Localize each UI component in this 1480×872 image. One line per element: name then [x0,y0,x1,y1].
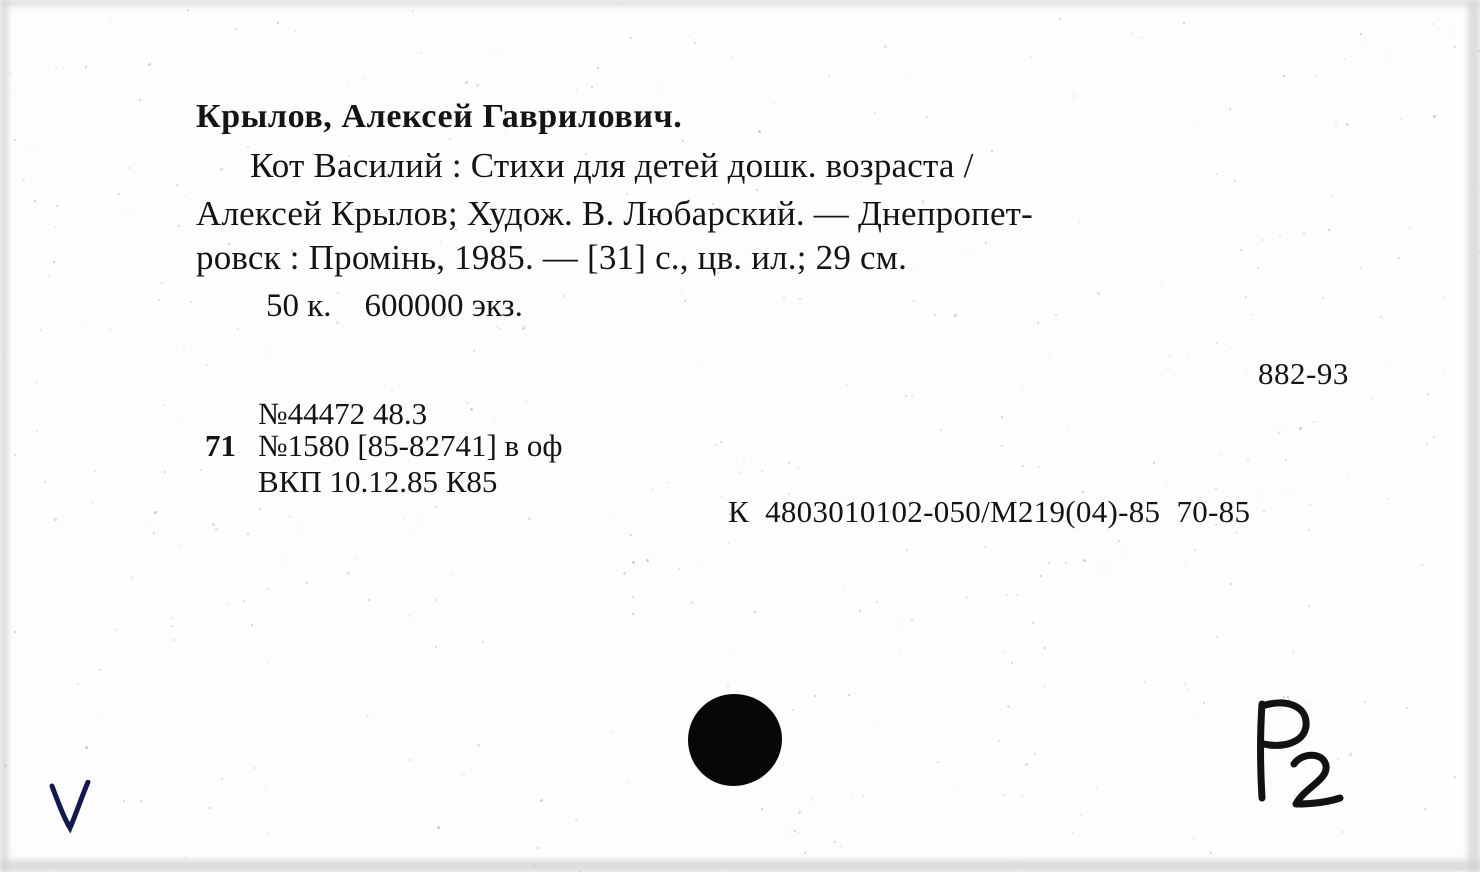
author-heading: Крылов, Алексей Гаврилович. [196,98,683,135]
title-statement-line-2: Алексей Крылов; Худож. В. Любарский. — Днепропет- [196,194,1034,233]
publisher-code-line: К 4803010102-050/М219(04)-85 70-85 [728,494,1251,529]
control-line: №1580 [85-82741] в оф [258,428,563,463]
edge-smudge-left [0,0,8,872]
title-statement-line-1: Кот Василий : Стихи для детей дошк. возраста / [250,146,974,185]
accession-line: №44472 48.3 [258,396,428,431]
edge-smudge-bottom [0,860,1480,872]
handwritten-checkmark-icon [48,780,108,836]
edge-smudge-right [1468,0,1480,872]
price-and-print-run: 50 к. 600000 экз. [266,288,523,324]
title-statement-line-3: ровск : Промінь, 1985. — [31] с., цв. ил.; 29 см. [196,238,908,277]
shelf-number: 71 [205,428,236,463]
class-number: 882-93 [1258,356,1349,391]
vkp-line: ВКП 10.12.85 К85 [258,464,498,499]
edge-smudge-top [0,0,1480,6]
handwritten-p2-note-icon [1246,694,1356,814]
